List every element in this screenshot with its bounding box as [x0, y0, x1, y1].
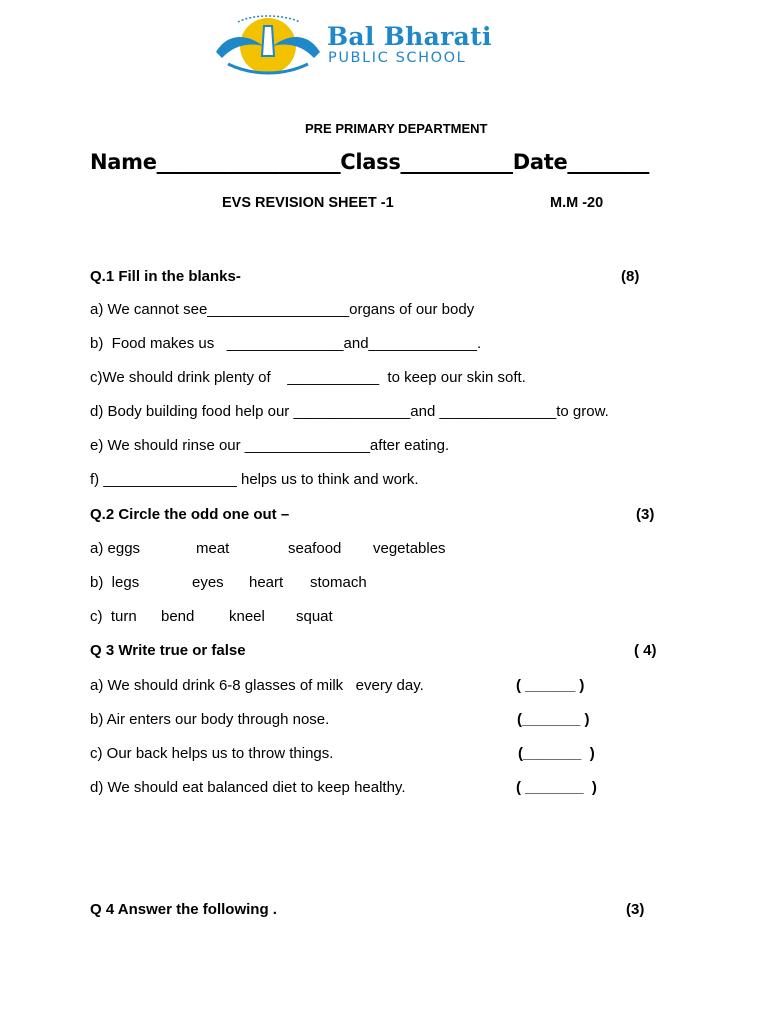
sheet-title: EVS REVISION SHEET -1: [222, 195, 394, 211]
q3-answer-blank: (_______ ): [518, 745, 595, 762]
max-marks: M.M -20: [550, 195, 604, 211]
q2-word: heart: [249, 574, 284, 591]
q2-row-label: b) legs: [90, 574, 140, 591]
q1-title: Q.1 Fill in the blanks-: [90, 268, 241, 285]
q3-marks: ( 4): [634, 642, 657, 659]
q3-answer-blank: (_______ ): [517, 711, 590, 728]
q2-word: seafood: [288, 540, 342, 557]
q1-item: e) We should rinse our _______________after eating.: [90, 437, 450, 454]
department-heading: PRE PRIMARY DEPARTMENT: [305, 121, 488, 136]
q2-word: stomach: [310, 574, 367, 591]
q3-title: Q 3 Write true or false: [90, 642, 246, 659]
q2-word: kneel: [229, 608, 265, 625]
q3-answer-blank: ( ______ ): [516, 677, 585, 694]
q3-statement: b) Air enters our body through nose.: [90, 711, 330, 728]
q2-word: meat: [196, 540, 230, 557]
q2-word: eyes: [192, 574, 224, 591]
school-name: Bal Bharati: [327, 22, 492, 51]
q3-answer-blank: ( _______ ): [516, 779, 597, 796]
q1-item: d) Body building food help our ______________and ______________to grow.: [90, 403, 609, 420]
q1-item: f) ________________ helps us to think and work.: [90, 471, 419, 488]
q2-row-label: a) eggs: [90, 540, 141, 557]
q1-item: c)We should drink plenty of ___________ to keep our skin soft.: [90, 369, 526, 386]
q3-statement: c) Our back helps us to throw things.: [90, 745, 334, 762]
q2-title: Q.2 Circle the odd one out –: [90, 506, 290, 523]
emblem-figure: [262, 26, 274, 56]
q1-item: a) We cannot see_________________organs of our body: [90, 301, 475, 318]
name-class-date-line: Name__________________Class___________Date________: [90, 150, 650, 174]
q1-item: b) Food makes us ______________and_____________.: [90, 335, 482, 352]
q3-statement: d) We should eat balanced diet to keep healthy.: [90, 779, 406, 796]
q4-title: Q 4 Answer the following .: [90, 901, 277, 918]
school-subtitle: PUBLIC SCHOOL: [328, 50, 467, 66]
q2-row-label: c) turn: [90, 608, 137, 625]
q2-word: squat: [296, 608, 333, 625]
q2-marks: (3): [636, 506, 655, 523]
q4-marks: (3): [626, 901, 645, 918]
q2-word: bend: [161, 608, 195, 625]
q2-word: vegetables: [373, 540, 446, 557]
q3-statement: a) We should drink 6-8 glasses of milk every day.: [90, 677, 424, 694]
q1-marks: (8): [621, 268, 640, 285]
